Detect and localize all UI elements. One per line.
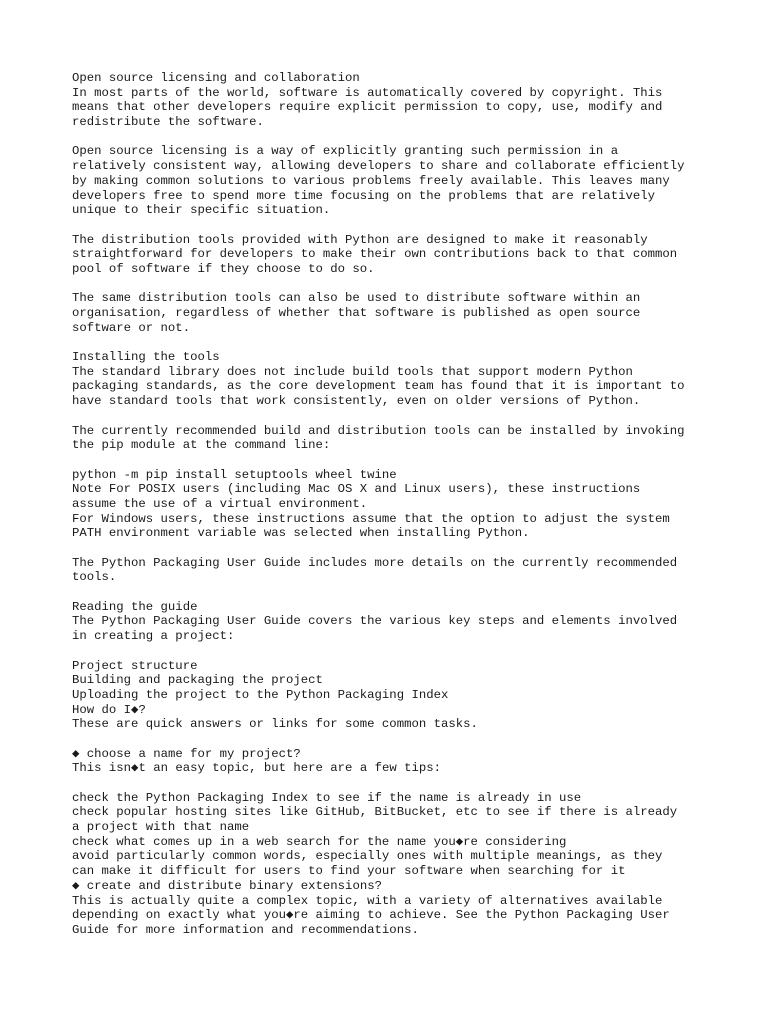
blank-line <box>72 776 732 791</box>
text-line: python -m pip install setuptools wheel twine <box>72 467 397 482</box>
text-line: means that other developers require explicit permission to copy, use, modify and <box>72 100 663 115</box>
text-line: developers free to spend more time focusing on the problems that are relatively <box>72 188 655 203</box>
text-line: Project structure <box>72 658 198 673</box>
text-line: Uploading the project to the Python Packaging Index <box>72 687 449 702</box>
text-line: organisation, regardless of whether that software is published as open source <box>72 306 641 320</box>
text-line: check the Python Packaging Index to see if the name is already in use <box>72 790 582 805</box>
text-line: Reading the guide <box>72 599 198 614</box>
text-line: can make it difficult for users to find your software when searching for it <box>72 864 626 879</box>
text-line: Installing the tools <box>72 350 220 365</box>
text-line: The currently recommended build and distribution tools can be installed by invoking <box>72 423 685 438</box>
text-line: check what comes up in a web search for the name you◆re considering <box>72 834 567 849</box>
blank-line <box>72 585 732 600</box>
text-line: software or not. <box>72 320 191 335</box>
blank-line <box>72 453 732 468</box>
text-line: The distribution tools provided with Python are designed to make it reasonably <box>72 232 648 247</box>
text-line: How do I◆? <box>72 702 146 717</box>
text-line: have standard tools that work consistently, even on older versions of Python. <box>72 394 641 409</box>
text-line: ◆ choose a name for my project? <box>72 746 301 761</box>
text-line: Open source licensing and collaboration <box>72 71 360 85</box>
blank-line <box>72 732 732 747</box>
text-line: assume the use of a virtual environment. <box>72 496 368 511</box>
text-line: tools. <box>72 570 117 585</box>
text-line: relatively consistent way, allowing developers to share and collaborate efficiently <box>72 159 685 174</box>
text-line: packaging standards, as the core development team has found that it is important to <box>72 379 685 394</box>
text-line: The Python Packaging User Guide covers the various key steps and elements involved <box>72 614 678 629</box>
blank-line <box>72 644 732 659</box>
text-line: by making common solutions to various problems freely available. This leaves many <box>72 173 670 188</box>
blank-line <box>72 409 732 424</box>
text-line: avoid particularly common words, especially ones with multiple meanings, as they <box>72 849 663 864</box>
document-body <box>72 71 732 938</box>
text-line: This is actually quite a complex topic, with a variety of alternatives available <box>72 893 663 908</box>
text-line: Note For POSIX users (including Mac OS X and Linux users), these instructions <box>72 482 641 497</box>
text-line: straightforward for developers to make their own contributions back to that common <box>72 247 678 262</box>
text-line: check popular hosting sites like GitHub, BitBucket, etc to see if there is already <box>72 805 678 820</box>
text-line: In most parts of the world, software is automatically covered by copyright. This <box>72 85 663 100</box>
blank-line <box>72 277 732 292</box>
blank-line <box>72 130 732 145</box>
text-line: pool of software if they choose to do so. <box>72 261 375 276</box>
text-line: ◆ create and distribute binary extensions? <box>72 878 382 893</box>
text-line: The Python Packaging User Guide includes more details on the currently recommended <box>72 555 678 570</box>
text-line: For Windows users, these instructions assume that the option to adjust the system <box>72 511 670 526</box>
text-line: PATH environment variable was selected when installing Python. <box>72 526 530 541</box>
text-line: This isn◆t an easy topic, but here are a few tips: <box>72 761 441 776</box>
text-line: The standard library does not include build tools that support modern Python <box>72 364 633 379</box>
text-line: The same distribution tools can also be used to distribute software within an <box>72 291 641 306</box>
blank-line <box>72 541 732 556</box>
text-line: These are quick answers or links for some common tasks. <box>72 717 478 732</box>
text-line: Open source licensing is a way of explicitly granting such permission in a <box>72 144 619 159</box>
text-line: the pip module at the command line: <box>72 438 331 453</box>
text-line: in creating a project: <box>72 629 235 644</box>
text-line: a project with that name <box>72 820 250 835</box>
blank-line <box>72 218 732 233</box>
text-line: Building and packaging the project <box>72 673 323 688</box>
text-line: unique to their specific situation. <box>72 203 331 218</box>
blank-line <box>72 335 732 350</box>
text-line: Guide for more information and recommendations. <box>72 922 419 937</box>
text-line: depending on exactly what you◆re aiming to achieve. See the Python Packaging User <box>72 908 670 923</box>
text-line: redistribute the software. <box>72 115 264 130</box>
